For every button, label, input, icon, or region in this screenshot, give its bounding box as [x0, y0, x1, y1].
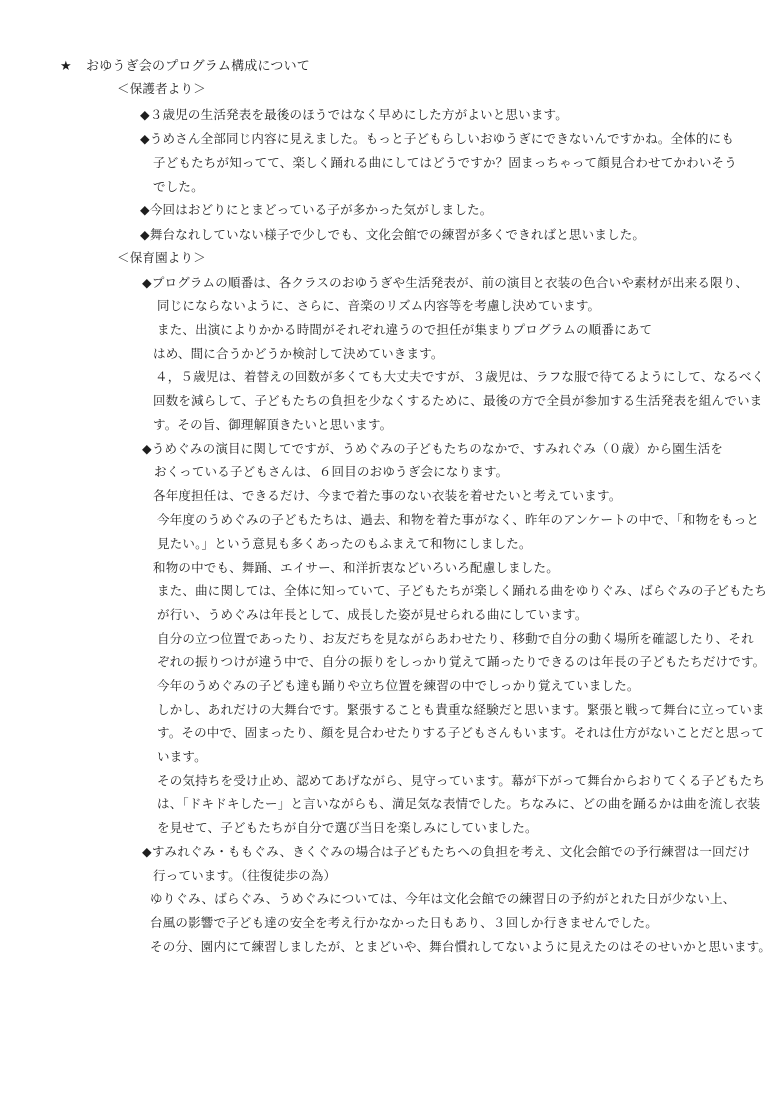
nursery-text-line: 行っています。（往復徒歩の為） — [153, 868, 337, 883]
nursery-text-line: ぞれの振りつけが違う中で、自分の振りをしっかり覚えて踊ったりできるのは年長の子どもたちだけです。 — [157, 654, 766, 669]
nursery-text-line: また、曲に関しては、全体に知っていて、子どもたちが楽しく踊れる曲をゆりぐみ、ばらぐみの子どもたち — [157, 583, 768, 598]
section-title: おゆうぎ会のプログラム構成について — [86, 59, 311, 74]
nursery-text-line: を見せて、子どもたちが自分で選び当日を楽しみにしていました。 — [157, 820, 538, 835]
nursery-text-line: ゆりぐみ、ばらぐみ、うめぐみについては、今年は文化会館での練習日の予約がとれた日が少ない上、 — [150, 891, 736, 906]
nursery-text-line: 台風の影響で子ども達の安全を考え行かなかった日もあり、３回しか行きませんでした。 — [150, 915, 659, 930]
nursery-text-line: 見たい。」という意見も多くあったのもふまえて和物にしました。 — [157, 536, 532, 551]
nursery-text-line: 和物の中でも、舞踊、エイサー、和洋折衷などいろいろ配慮しました。 — [153, 560, 559, 575]
nursery-text-line: おくっている子どもさんは、６回目のおゆうぎ会になります。 — [154, 464, 509, 479]
guardian-comment-line: 子どもたちが知ってて、楽しく踊れる曲にしてはどうですか？固まっちゃって顔見合わせてかわいそう — [153, 155, 737, 170]
nursery-text-line: また、出演によりかかる時間がそれぞれ違うので担任が集まりプログラムの順番にあて — [157, 322, 653, 337]
nursery-text-line: はめ、間に合うかどうか検討して決めていきます。 — [153, 346, 444, 361]
guardian-comment-line: ◆今回はおどりにとまどっている子が多かった気がしました。 — [140, 202, 493, 217]
nursery-text-line: 自分の立つ位置であったり、お友だちを見ながらあわせたり、移動で自分の動く場所を確認したり、それ — [157, 631, 754, 646]
nursery-text-line: す。その中で、固まったり、顔を見合わせたりする子どもさんもいます。それは仕方がないことだと思って — [157, 725, 765, 740]
nursery-text-line: 今年度のうめぐみの子どもたちは、過去、和物を着た事がなく、昨年のアンケートの中で、「和物をもっと — [157, 512, 760, 527]
nursery-text-line: ◆うめぐみの演目に関してですが、うめぐみの子どもたちのなかで、すみれぐみ（０歳）から園生活を — [142, 441, 724, 456]
nursery-text-line: その気持ちを受け止め、認めてあげながら、見守っています。幕が下がって舞台からおりてくる子どもたち — [157, 773, 766, 788]
section-star-icon: ★ — [60, 59, 72, 74]
nursery-text-line: す。その旨、御理解頂きたいと思います。 — [153, 417, 393, 432]
guardian-comment-line: ◆舞台なれしていない様子で少しでも、文化会館での練習が多くできればと思いました。 — [140, 227, 646, 242]
nursery-text-line: 回数を減らして、子どもたちの負担を少なくするために、最後の方で全員が参加する生活発表を組んでいま — [153, 393, 763, 408]
guardian-comment-line: ◆３歳児の生活発表を最後のほうではなく早めにした方がよいと思います。 — [140, 107, 568, 122]
nursery-heading: ＜保育園より＞ — [117, 250, 206, 265]
nursery-text-line: ◆すみれぐみ・ももぐみ、きくぐみの場合は子どもたちへの負担を考え、文化会館での予行練習は一回だけ — [142, 844, 751, 859]
guardian-comment-line: でした。 — [153, 179, 204, 194]
nursery-text-line: 同じにならないように、さらに、音楽のリズム内容等を考慮し決めています。 — [157, 298, 601, 313]
nursery-text-line: しかし、あれだけの大舞台です。緊張することも貴重な経験だと思います。緊張と戦って舞台に立っていま — [157, 702, 765, 717]
nursery-text-line: ◆プログラムの順番は、各クラスのおゆうぎや生活発表が、前の演目と衣装の色合いや素材が出来る限り、 — [142, 275, 749, 290]
guardians-heading: ＜保護者より＞ — [117, 81, 206, 96]
nursery-text-line: ４，５歳児は、着替えの回数が多くても大丈夫ですが、３歳児は、ラフな服で待てるようにして、なるべく — [155, 369, 765, 384]
guardian-comment-line: ◆うめさん全部同じ内容に見えました。もっと子どもらしいおゆうぎにできないんですかね。全体的にも — [140, 131, 735, 146]
nursery-text-line: 各年度担任は、できるだけ、今まで着た事のない衣装を着せたいと考えています。 — [153, 488, 622, 503]
nursery-text-line: その分、園内にて練習しましたが、とまどいや、舞台慣れしてないように見えたのはそのせいかと思います。 — [150, 939, 772, 954]
nursery-text-line: は、「ドキドキしたー」と言いながらも、満足気な表情でした。ちなみに、どの曲を踊るかは曲を流し衣装 — [157, 796, 761, 811]
nursery-text-line: が行い、うめぐみは年長として、成長した姿が見せられる曲にしています。 — [157, 607, 588, 622]
nursery-text-line: 今年のうめぐみの子ども達も踊りや立ち位置を練習の中でしっかり覚えていました。 — [157, 678, 640, 693]
nursery-text-line: います。 — [157, 749, 207, 764]
